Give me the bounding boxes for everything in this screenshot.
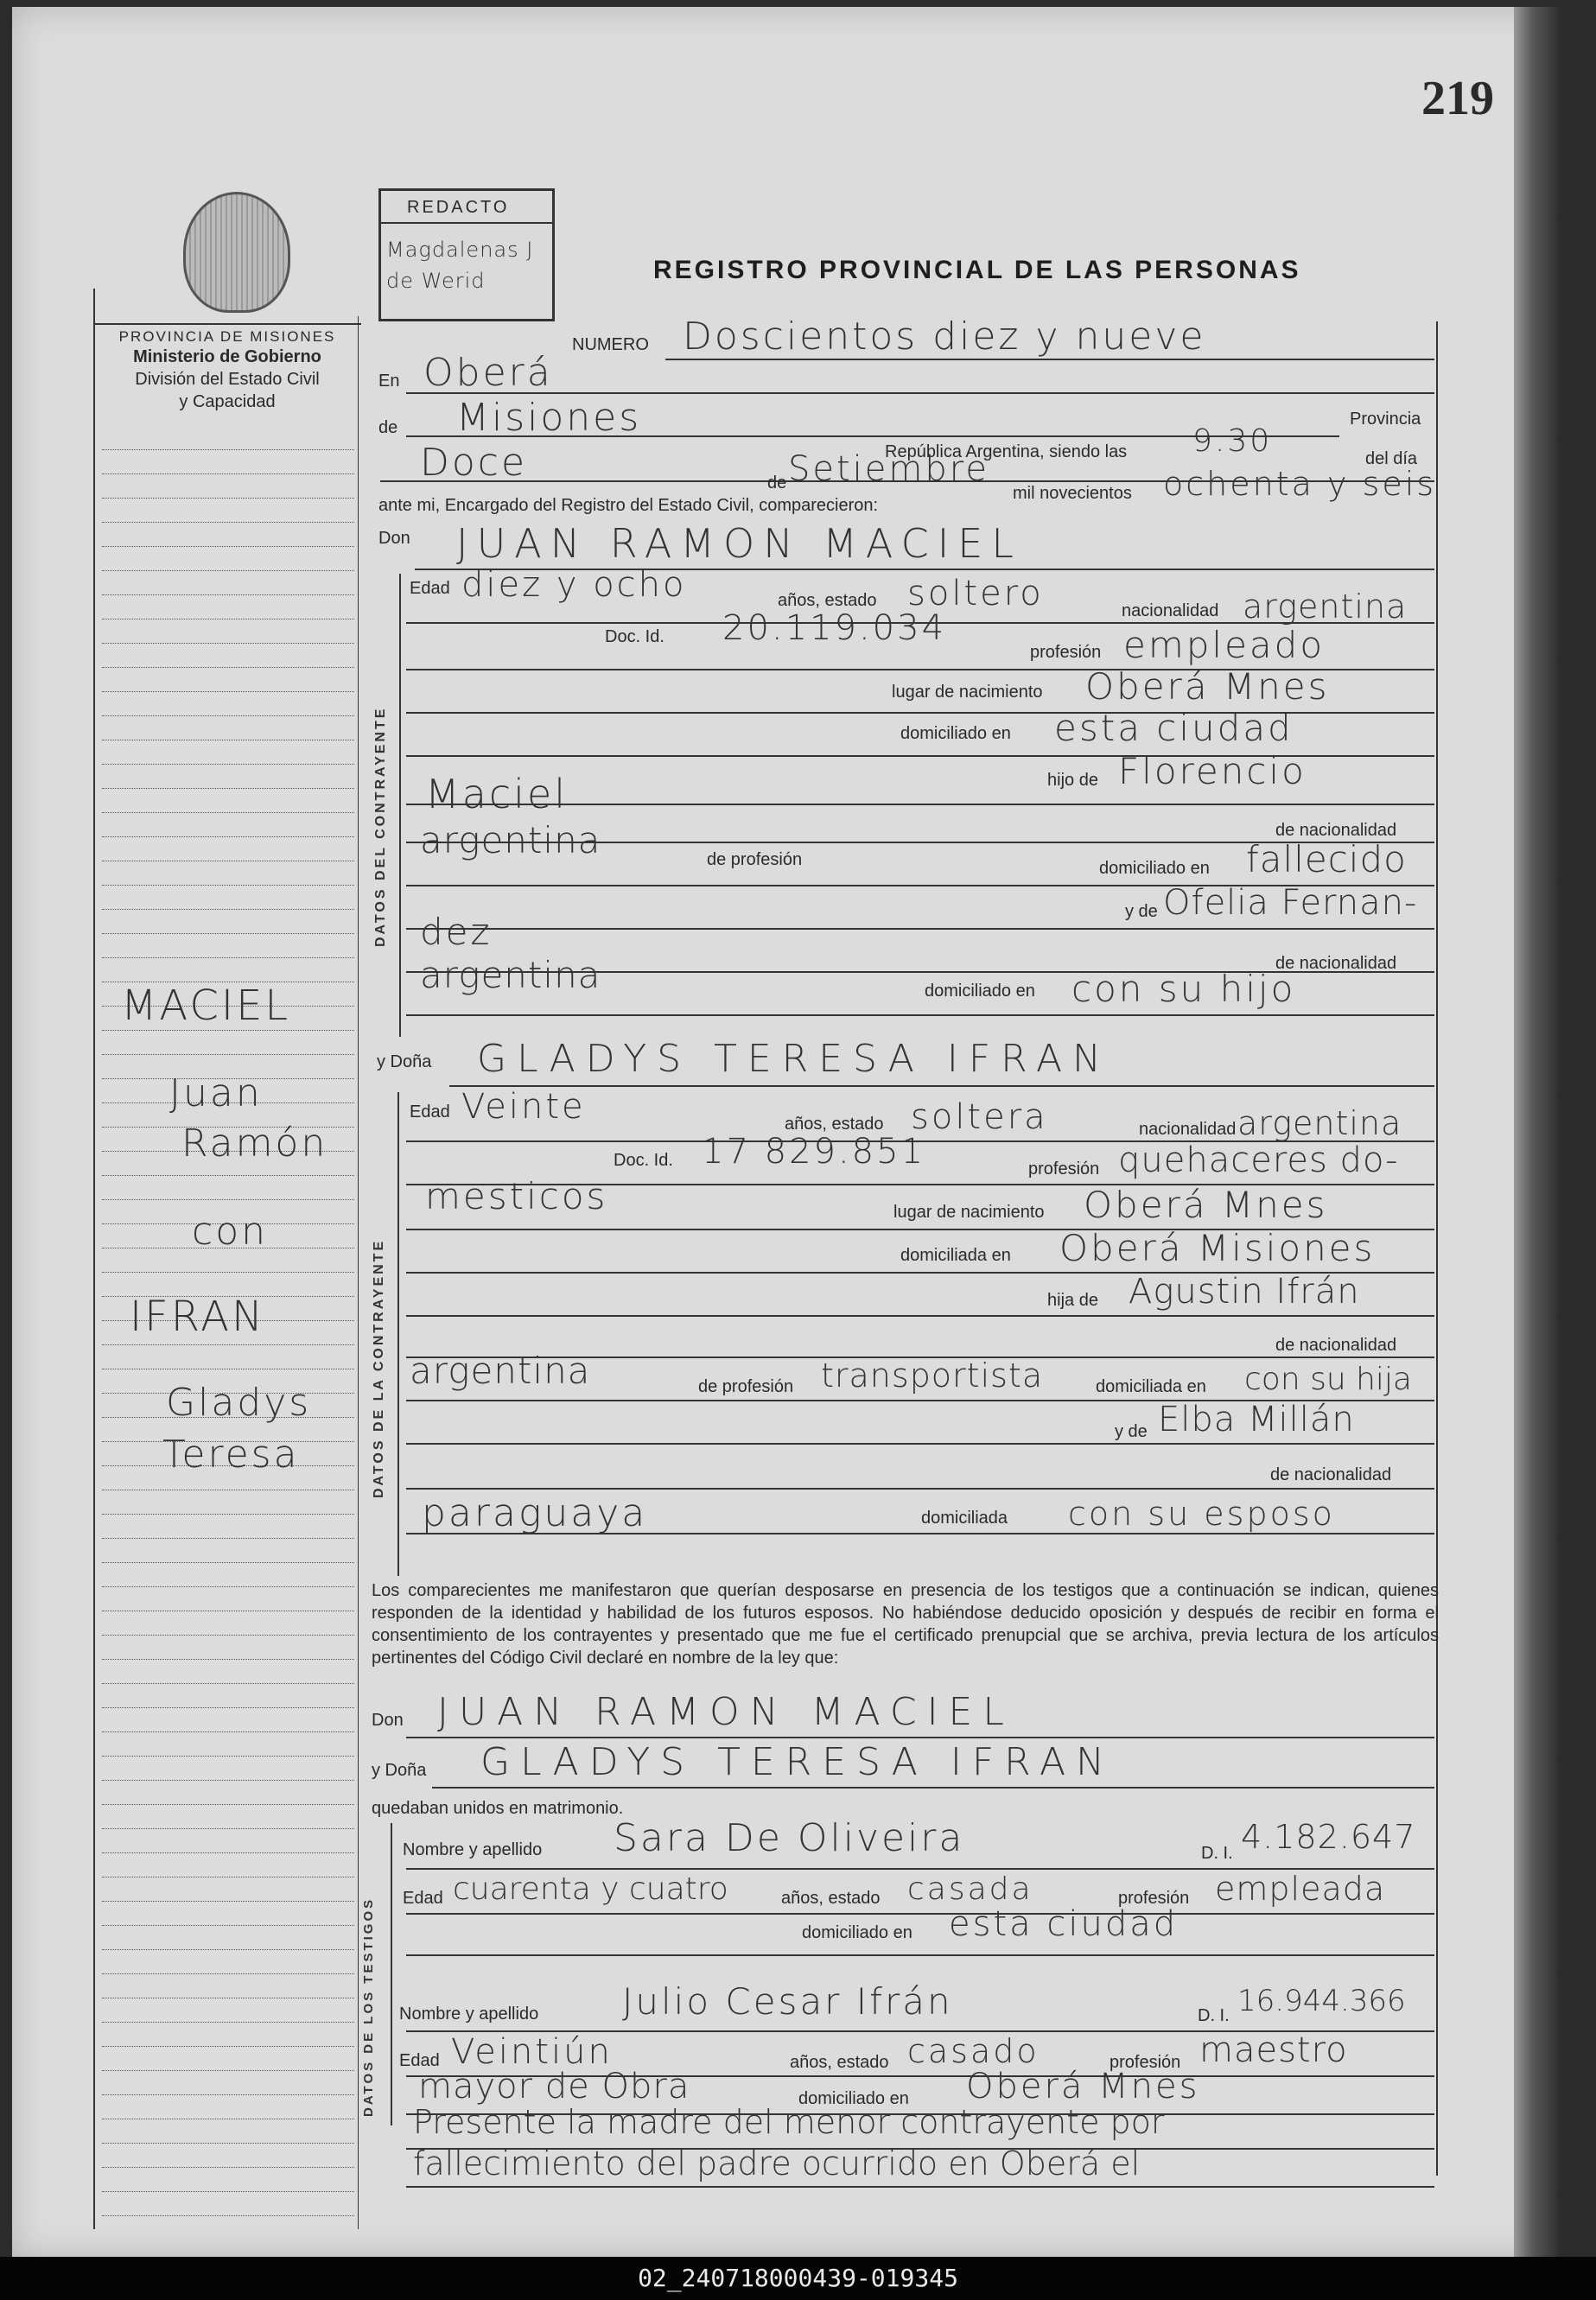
groom-father-2: Maciel	[425, 771, 569, 817]
groom-mother-1: Ofelia Fernan-	[1163, 883, 1418, 923]
margin-con: con	[192, 1210, 268, 1254]
bride-father-prof-label: de profesión	[698, 1377, 794, 1396]
bride-father-nac-label: de nacionalidad	[1275, 1336, 1397, 1355]
margin-surname-groom: MACIEL	[121, 982, 291, 1030]
groom-father-dom-label: domiciliado en	[1099, 859, 1210, 878]
numero-label: NUMERO	[572, 335, 649, 354]
mil-label: mil novecientos	[1013, 484, 1132, 503]
margin-rule-line	[102, 2046, 354, 2047]
bride-name: GLADYS TERESA IFRAN	[477, 1037, 1111, 1081]
margin-rule-line	[102, 1054, 354, 1055]
w1-edad-label: Edad	[403, 1889, 443, 1908]
groom-dom-label: domiciliado en	[900, 724, 1011, 743]
capacity-label: y Capacidad	[179, 392, 276, 411]
bride-nac-label: nacionalidad	[1139, 1120, 1237, 1139]
margin-rule-line	[102, 473, 354, 474]
witness2-profession-2: mayor de Obra	[418, 2067, 690, 2106]
margin-rule-line	[102, 1949, 354, 1950]
witness1-profession: empleada	[1215, 1870, 1386, 1908]
marriage-groom: JUAN RAMON MACIEL	[437, 1690, 1014, 1734]
bride-lugar-label: lugar de nacimiento	[893, 1203, 1045, 1222]
groom-name: JUAN RAMON MACIEL	[456, 520, 1022, 567]
bride-mother-nac-label: de nacionalidad	[1270, 1465, 1392, 1484]
groom-mother-label: y de	[1125, 902, 1158, 921]
margin-rule-line	[102, 1538, 354, 1539]
declaration-paragraph: Los comparecientes me manifestaron que querían desposarse en presencia de los testigos que a continuación se indican, quienes responden de la identidad y habilidad de los futuros esposos. No habiéndose deducido oposición y después de recibir en forma el consentimiento de los contrayentes y presentado que me fue el certificado prenupcial que se archiva, previa lectura de los artículos pertinentes del Código Civil declaré en nombre de la ley que:	[372, 1581, 1439, 1668]
margin-rule-line	[102, 1756, 354, 1757]
bride-mother-nationality: paraguaya	[422, 1491, 648, 1535]
province-label: PROVINCIA DE MISIONES	[93, 323, 361, 346]
groom-edad-label: Edad	[410, 579, 450, 598]
margin-rule-line	[102, 1731, 354, 1732]
bride-edad-label: Edad	[410, 1102, 450, 1121]
act-hour: 9.30	[1192, 423, 1273, 459]
groom-nac-label: nacionalidad	[1122, 601, 1219, 620]
page-title: REGISTRO PROVINCIAL DE LAS PERSONAS	[653, 256, 1301, 284]
act-number: Doscientos diez y nueve	[683, 315, 1206, 359]
act-month: Setiembre	[788, 449, 989, 489]
groom-domicile: esta ciudad	[1054, 707, 1294, 749]
groom-birthplace: Oberá Mnes	[1085, 665, 1330, 708]
don-label: Don	[378, 529, 410, 548]
margin-rule-line	[102, 1852, 354, 1853]
witness1-domicile: esta ciudad	[949, 1904, 1179, 1944]
bride-father-dom-label: domiciliada en	[1096, 1377, 1206, 1396]
margin-rule-line	[102, 1683, 354, 1684]
witness1-status: casada	[907, 1871, 1033, 1907]
bride-birthplace: Oberá Mnes	[1084, 1184, 1328, 1226]
groom-doc-label: Doc. Id.	[605, 627, 664, 646]
bride-father-domicile: con su hija	[1244, 1362, 1412, 1397]
margin-rule-line	[102, 2022, 354, 2023]
en-label: En	[378, 372, 400, 391]
margin-rule-line	[102, 1804, 354, 1805]
bride-mother-domicile: con su esposo	[1068, 1495, 1335, 1533]
margin-rule-line	[102, 933, 354, 934]
groom-father-nationality: argentina	[420, 819, 601, 861]
groom-mother-nac-label: de nacionalidad	[1275, 954, 1397, 973]
bride-profession-1: quehaceres do-	[1118, 1140, 1399, 1180]
groom-father-prof-label: de profesión	[707, 850, 803, 869]
groom-profession: empleado	[1123, 624, 1326, 666]
margin-rule-line	[102, 1925, 354, 1926]
margin-rule-line	[102, 1175, 354, 1176]
act-province: Misiones	[456, 396, 642, 440]
groom-nationality: argentina	[1243, 588, 1408, 626]
margin-rule-line	[102, 909, 354, 910]
margin-rule-line	[102, 2215, 354, 2216]
bride-profession-2: mesticos	[425, 1175, 608, 1217]
margin-rule-line	[102, 1707, 354, 1708]
margin-rule-line	[102, 1635, 354, 1636]
bride-mother-label: y de	[1115, 1422, 1148, 1441]
bride-doc: 17 829.851	[702, 1132, 926, 1172]
bride-father-profession: transportista	[821, 1356, 1044, 1395]
margin-given-bride-2: Teresa	[162, 1433, 300, 1477]
margin-rule-line	[102, 1586, 354, 1587]
groom-mother-2: dez	[420, 911, 493, 953]
stamp-name: Magdalenas J de Werid	[386, 238, 534, 293]
bride-father-nationality: argentina	[410, 1350, 591, 1392]
margin-rule-line	[102, 2070, 354, 2071]
marriage-bride: GLADYS TERESA IFRAN	[480, 1740, 1115, 1784]
groom-mother-dom-label: domiciliado en	[925, 982, 1035, 1001]
margin-given-groom-1: Juan	[169, 1071, 263, 1115]
margin-rule-line	[102, 1514, 354, 1515]
margin-rule-line	[102, 691, 354, 692]
groom-civil-status: soltero	[907, 574, 1044, 613]
margin-rule-line	[102, 667, 354, 668]
witness2-status: casado	[907, 2032, 1040, 2070]
witness1-di: 4.182.647	[1241, 1818, 1416, 1856]
margin-rule-line	[102, 522, 354, 523]
act-year: ochenta y seis	[1163, 465, 1437, 503]
margin-rule-line	[102, 1344, 354, 1345]
w2-prof-label: profesión	[1110, 2053, 1181, 2072]
margin-rule-line	[102, 715, 354, 716]
margin-given-bride-1: Gladys	[166, 1381, 312, 1425]
stamp-title: REDACTO	[407, 198, 510, 217]
w2-di-label: D. I.	[1198, 2006, 1230, 2025]
bride-civil-status: soltera	[911, 1097, 1048, 1137]
margin-surname-bride: IFRAN	[130, 1293, 265, 1341]
witness2-age: Veintiún	[451, 2032, 613, 2072]
scan-id-footer: 02_240718000439-019345	[0, 2257, 1596, 2300]
margin-rule-line	[102, 1780, 354, 1781]
bride-age: Veinte	[461, 1087, 586, 1127]
provincial-seal-icon	[183, 192, 290, 313]
bride-prof-label: profesión	[1028, 1160, 1100, 1179]
w1-di-label: D. I.	[1201, 1844, 1233, 1863]
margin-rule-line	[102, 788, 354, 789]
bride-mother: Elba Millán	[1158, 1400, 1355, 1439]
groom-mother-nationality: argentina	[420, 954, 601, 996]
note-line-2: fallecimiento del padre ocurrido en Oberá el	[413, 2144, 1141, 2182]
act-city: Oberá	[423, 351, 553, 395]
margin-rule-line	[102, 546, 354, 547]
dona-label: y Doña	[377, 1052, 432, 1071]
margin-rule-line	[102, 1828, 354, 1829]
margin-rule-line	[102, 836, 354, 837]
del-dia-label: del día	[1365, 449, 1418, 468]
w1-prof-label: profesión	[1118, 1889, 1190, 1908]
bride-nationality: argentina	[1237, 1104, 1402, 1142]
margin-rule-line	[102, 764, 354, 765]
margin-rule-line	[102, 957, 354, 958]
marriage-dona-label: y Doña	[372, 1761, 427, 1780]
witness1-age: cuarenta y cuatro	[453, 1871, 728, 1907]
groom-estado-label: años, estado	[778, 591, 877, 610]
margin-rule-line	[102, 812, 354, 813]
book-binding	[1514, 7, 1559, 2264]
witness2-di: 16.944.366	[1237, 1984, 1406, 2018]
margin-rule-line	[102, 570, 354, 571]
margin-rule-line	[102, 1199, 354, 1200]
groom-age: diez y ocho	[461, 565, 687, 605]
witness2-domicile: Oberá Mnes	[966, 2067, 1200, 2106]
margin-rule-line	[102, 885, 354, 886]
marriage-don-label: Don	[372, 1711, 404, 1730]
quedaban-label: quedaban unidos en matrimonio.	[372, 1799, 624, 1818]
bride-section-label: DATOS DE LA CONTRAYENTE	[372, 1238, 386, 1498]
ante-label: ante mi, Encargado del Registro del Estado Civil, comparecieron:	[378, 496, 879, 515]
margin-rule-line	[102, 1901, 354, 1902]
margin-rule-line	[102, 1973, 354, 1974]
note-line-1: Presente la madre del menor contrayente por	[413, 2103, 1165, 2141]
groom-doc: 20.119.034	[722, 608, 947, 648]
de-mes-label: de	[767, 473, 787, 492]
margin-rule-line	[102, 2167, 354, 2168]
w1-dom-label: domiciliado en	[802, 1923, 912, 1942]
w2-dom-label: domiciliado en	[798, 2089, 909, 2108]
witness2-profession: maestro	[1199, 2030, 1348, 2070]
margin-rule-line	[102, 1030, 354, 1031]
margin-given-groom-2: Ramón	[181, 1121, 328, 1166]
margin-rule-line	[102, 594, 354, 595]
groom-section-label: DATOS DEL CONTRAYENTE	[373, 706, 388, 947]
w2-estado-label: años, estado	[790, 2053, 889, 2072]
bride-hija-label: hija de	[1047, 1291, 1098, 1310]
groom-father-nac-label: de nacionalidad	[1275, 821, 1397, 840]
groom-hijo-label: hijo de	[1047, 771, 1098, 790]
margin-rule-line	[102, 2094, 354, 2095]
w1-estado-label: años, estado	[781, 1889, 881, 1908]
margin-rule-line	[102, 2191, 354, 2192]
ministry-label: Ministerio de Gobierno	[133, 347, 321, 366]
groom-lugar-label: lugar de nacimiento	[892, 683, 1043, 702]
groom-prof-label: profesión	[1030, 643, 1102, 662]
w2-edad-label: Edad	[399, 2051, 440, 2070]
margin-rule-line	[102, 1272, 354, 1273]
act-day: Doce	[420, 441, 528, 485]
division-label: División del Estado Civil	[135, 370, 320, 389]
margin-rule-line	[102, 1659, 354, 1660]
margin-rule-line	[102, 449, 354, 450]
witness1-name: Sara De Oliveira	[614, 1816, 965, 1860]
margin-rule-line	[102, 498, 354, 499]
redacto-stamp	[378, 188, 555, 321]
provincia-label: Provincia	[1350, 410, 1421, 429]
bride-estado-label: años, estado	[785, 1115, 884, 1134]
bride-mother-dom-label: domiciliada	[921, 1509, 1008, 1528]
groom-mother-domicile: con su hijo	[1071, 968, 1296, 1010]
bride-father: Agustin Ifrán	[1129, 1272, 1360, 1312]
groom-father-1: Florencio	[1118, 750, 1307, 792]
witness-section-label: DATOS DE LOS TESTIGOS	[361, 1897, 376, 2117]
margin-rule-line	[102, 1562, 354, 1563]
w1-name-label: Nombre y apellido	[403, 1840, 543, 1859]
groom-father-domicile: fallecido	[1246, 838, 1407, 880]
margin-rule-line	[102, 2143, 354, 2144]
margin-rule-line	[102, 643, 354, 644]
de-label: de	[378, 418, 398, 437]
bride-dom-label: domiciliada en	[900, 1246, 1011, 1265]
republica-label: República Argentina, siendo las	[885, 442, 1128, 461]
bride-doc-label: Doc. Id.	[614, 1151, 673, 1170]
page-number: 219	[1421, 72, 1494, 125]
w2-name-label: Nombre y apellido	[399, 2005, 539, 2024]
witness2-name: Julio Cesar Ifrán	[622, 1980, 953, 2023]
bride-domicile: Oberá Misiones	[1059, 1227, 1376, 1269]
